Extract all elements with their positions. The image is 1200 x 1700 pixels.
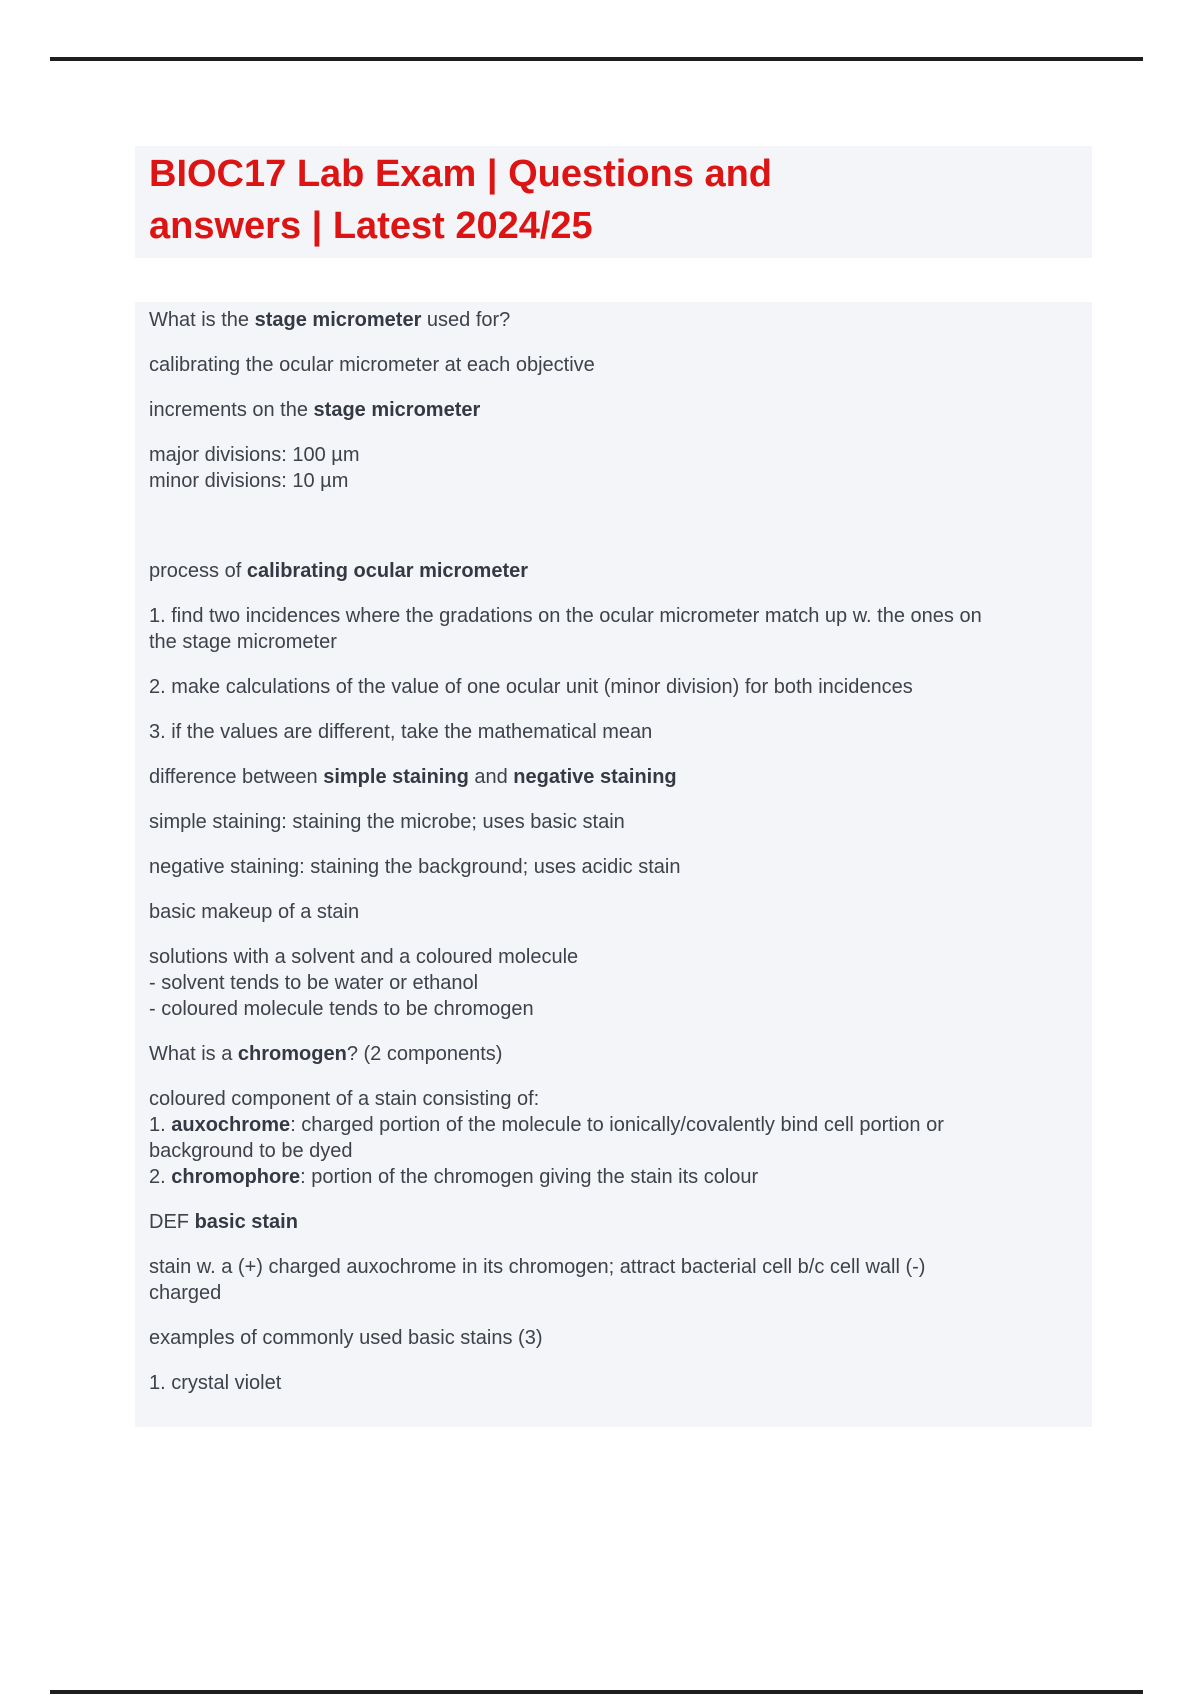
question-paragraph	[149, 1325, 1078, 1351]
bottom-rule	[50, 1690, 1143, 1694]
qa-content-block	[135, 302, 1092, 1427]
text-run: 2.	[149, 1166, 172, 1188]
text-run: 3. if the values are different, take the mathematical mean	[149, 721, 653, 743]
text-run: : portion of the chromogen giving the stain its colour	[300, 1166, 759, 1188]
text-run: negative staining: staining the background; uses acidic stain	[149, 856, 681, 878]
text-run: simple staining: staining the microbe; uses basic stain	[149, 811, 625, 833]
spacer-paragraph	[149, 513, 1078, 539]
text-run: solutions with a solvent and a coloured molecule	[149, 946, 579, 968]
text-run: process of	[149, 560, 247, 582]
text-run: stain w. a (+) charged auxochrome in its chromogen; attract bacterial cell b/c cell wall (-)	[149, 1256, 926, 1278]
bold-text-run: stage micrometer	[254, 309, 422, 331]
bold-text-run: auxochrome	[171, 1114, 291, 1136]
bold-text-run: basic stain	[194, 1211, 298, 1233]
answer-paragraph	[149, 1254, 1078, 1306]
text-run: major divisions: 100 µm	[149, 444, 360, 466]
text-run: 1. crystal violet	[149, 1372, 282, 1394]
question-paragraph	[149, 899, 1078, 925]
text-run: minor divisions: 10 µm	[149, 470, 349, 492]
text-run: 1.	[149, 1114, 172, 1136]
text-run: - solvent tends to be water or ethanol	[149, 972, 479, 994]
text-run: - coloured molecule tends to be chromogen	[149, 998, 534, 1020]
bold-text-run: chromophore	[171, 1166, 301, 1188]
text-run: increments on the	[149, 399, 314, 421]
question-paragraph	[149, 1209, 1078, 1235]
answer-paragraph	[149, 854, 1078, 880]
title-line-1: BIOC17 Lab Exam | Questions and	[149, 153, 773, 195]
question-paragraph	[149, 397, 1078, 423]
answer-paragraph	[149, 352, 1078, 378]
answer-paragraph	[149, 442, 1078, 494]
bold-text-run: negative staining	[513, 766, 677, 788]
page-title	[149, 148, 1078, 252]
question-paragraph	[149, 558, 1078, 584]
top-rule	[50, 57, 1143, 61]
bold-text-run: simple staining	[323, 766, 469, 788]
text-run: : charged portion of the molecule to ionically/covalently bind cell portion or	[290, 1114, 944, 1136]
text-run: difference between	[149, 766, 324, 788]
text-run: DEF	[149, 1211, 195, 1233]
bold-text-run: chromogen	[237, 1043, 347, 1065]
answer-paragraph	[149, 719, 1078, 745]
bold-text-run: calibrating ocular micrometer	[246, 560, 529, 582]
title-block	[135, 146, 1092, 258]
text-run: charged	[149, 1282, 222, 1304]
answer-paragraph	[149, 809, 1078, 835]
answer-paragraph	[149, 1086, 1078, 1190]
answer-paragraph	[149, 944, 1078, 1022]
text-run: and	[468, 766, 514, 788]
bold-text-run: stage micrometer	[313, 399, 481, 421]
text-run: 2. make calculations of the value of one ocular unit (minor division) for both incidences	[149, 676, 913, 698]
text-run: the stage micrometer	[149, 631, 337, 653]
title-line-2: answers | Latest 2024/25	[149, 205, 593, 247]
question-paragraph	[149, 307, 1078, 333]
text-run: basic makeup of a stain	[149, 901, 360, 923]
text-run: What is a	[149, 1043, 238, 1065]
answer-paragraph	[149, 674, 1078, 700]
answer-paragraph	[149, 1370, 1078, 1396]
text-run: ? (2 components)	[346, 1043, 503, 1065]
text-run: background to be dyed	[149, 1140, 353, 1162]
text-run: examples of commonly used basic stains (3)	[149, 1327, 543, 1349]
question-paragraph	[149, 1041, 1078, 1067]
text-run: What is the	[149, 309, 255, 331]
text-run: 1. find two incidences where the gradations on the ocular micrometer match up w. the ones on	[149, 605, 982, 627]
text-run: coloured component of a stain consisting of:	[149, 1088, 540, 1110]
text-run: used for?	[421, 309, 511, 331]
question-paragraph	[149, 764, 1078, 790]
text-run: calibrating the ocular micrometer at each objective	[149, 354, 595, 376]
answer-paragraph	[149, 603, 1078, 655]
